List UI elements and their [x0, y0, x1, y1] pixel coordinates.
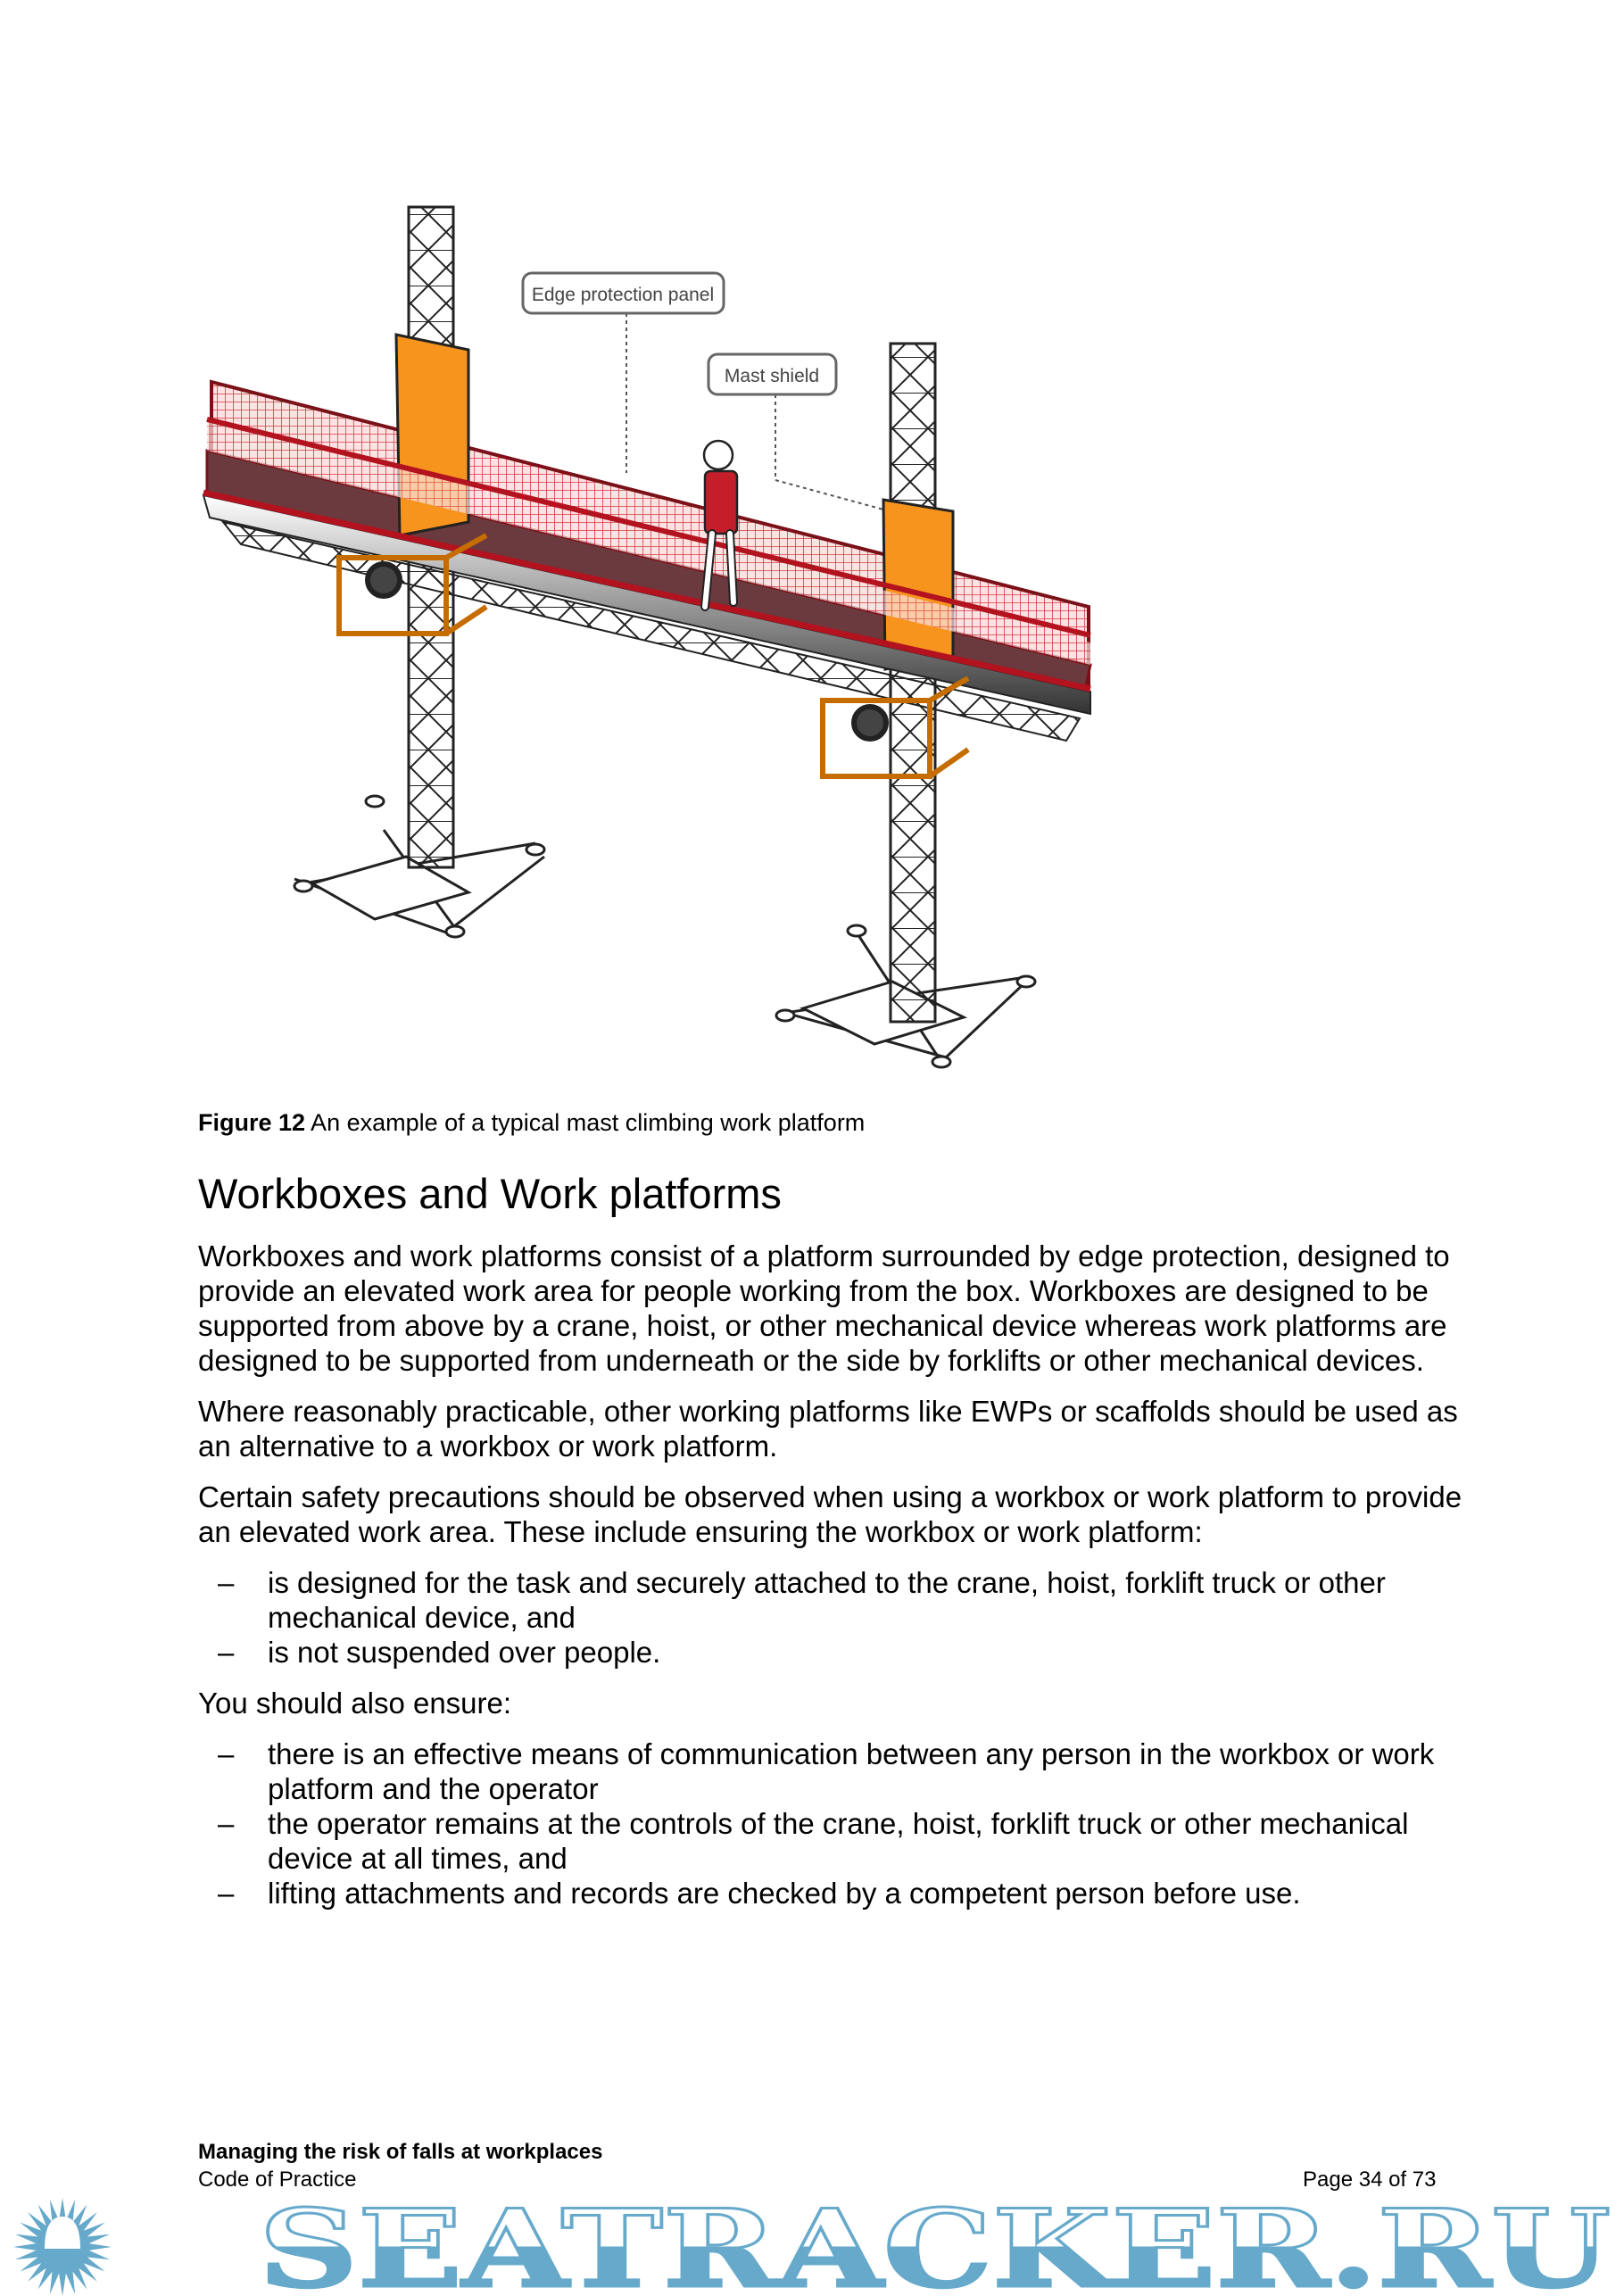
mast-shield-label: Mast shield: [724, 366, 820, 386]
list-item-text: lifting attachments and records are checked by a competent person before use.: [268, 1877, 1301, 1910]
edge-protection-label: Edge protection panel: [531, 285, 715, 305]
footer-document-subtitle: Code of Practice: [198, 2168, 357, 2192]
paragraph-precautions: Certain safety precautions should be observed when using a workbox or work platform to provide an elevated work area. These include ensuring the workbox or work platform:: [198, 1480, 1462, 1548]
list-item-text: the operator remains at the controls of the crane, hoist, forklift truck or other mechanical device at all times, and: [268, 1807, 1409, 1875]
list-item-text: there is an effective means of communication between any person in the workbox or work platform and the operator: [268, 1737, 1435, 1805]
section-heading: Workboxes and Work platforms: [198, 1170, 782, 1217]
figure-number: Figure 12: [198, 1109, 306, 1136]
list-item-text: is designed for the task and securely attached to the crane, hoist, forklift truck or other mechanical device, and: [268, 1566, 1386, 1634]
sun-icon: [13, 2198, 112, 2296]
paragraph-alternatives: Where reasonably practicable, other working platforms like EWPs or scaffolds should be used as an alternative to a workbox or work platform.: [198, 1395, 1458, 1463]
dash-bullet: –: [218, 1636, 235, 1669]
list-item: [198, 1565, 1465, 1635]
ensure-list: [198, 1737, 1465, 1911]
mast-climbing-platform-illustration: [0, 0, 1624, 1089]
dash-bullet: –: [218, 1566, 235, 1599]
footer-document-title: Managing the risk of falls at workplaces: [198, 2140, 603, 2164]
dash-bullet: –: [218, 1807, 235, 1840]
list-item: [198, 1737, 1465, 1806]
figure-caption: [198, 1108, 1465, 1137]
list-item: [198, 1876, 1465, 1911]
paragraph-definition: Workboxes and work platforms consist of a platform surrounded by edge protection, designed to provide an elevated work area for people working from the box. Workboxes are designed to be supported from above by a crane, hoist, or other mechanical device whereas work platforms are designed to be supported from underneath or the side by forklifts or other mechanical devices.: [198, 1239, 1450, 1377]
list-item: [198, 1635, 1465, 1670]
list-item-text: is not suspended over people.: [268, 1636, 661, 1669]
watermark-text: SEATRACKER.RU: [259, 2197, 1611, 2296]
mast-shield-leader: [775, 394, 883, 510]
dash-bullet: –: [218, 1737, 235, 1770]
watermark-logo: [0, 2197, 1624, 2296]
paragraph-also-ensure: You should also ensure:: [198, 1687, 512, 1720]
footer-page-number: Page 34 of 73: [1303, 2168, 1437, 2192]
list-item: [198, 1806, 1465, 1876]
precautions-list: [198, 1565, 1465, 1670]
figure-caption-text: An example of a typical mast climbing work platform: [305, 1109, 866, 1136]
dash-bullet: –: [218, 1877, 235, 1910]
page-body: [198, 1108, 1465, 1927]
